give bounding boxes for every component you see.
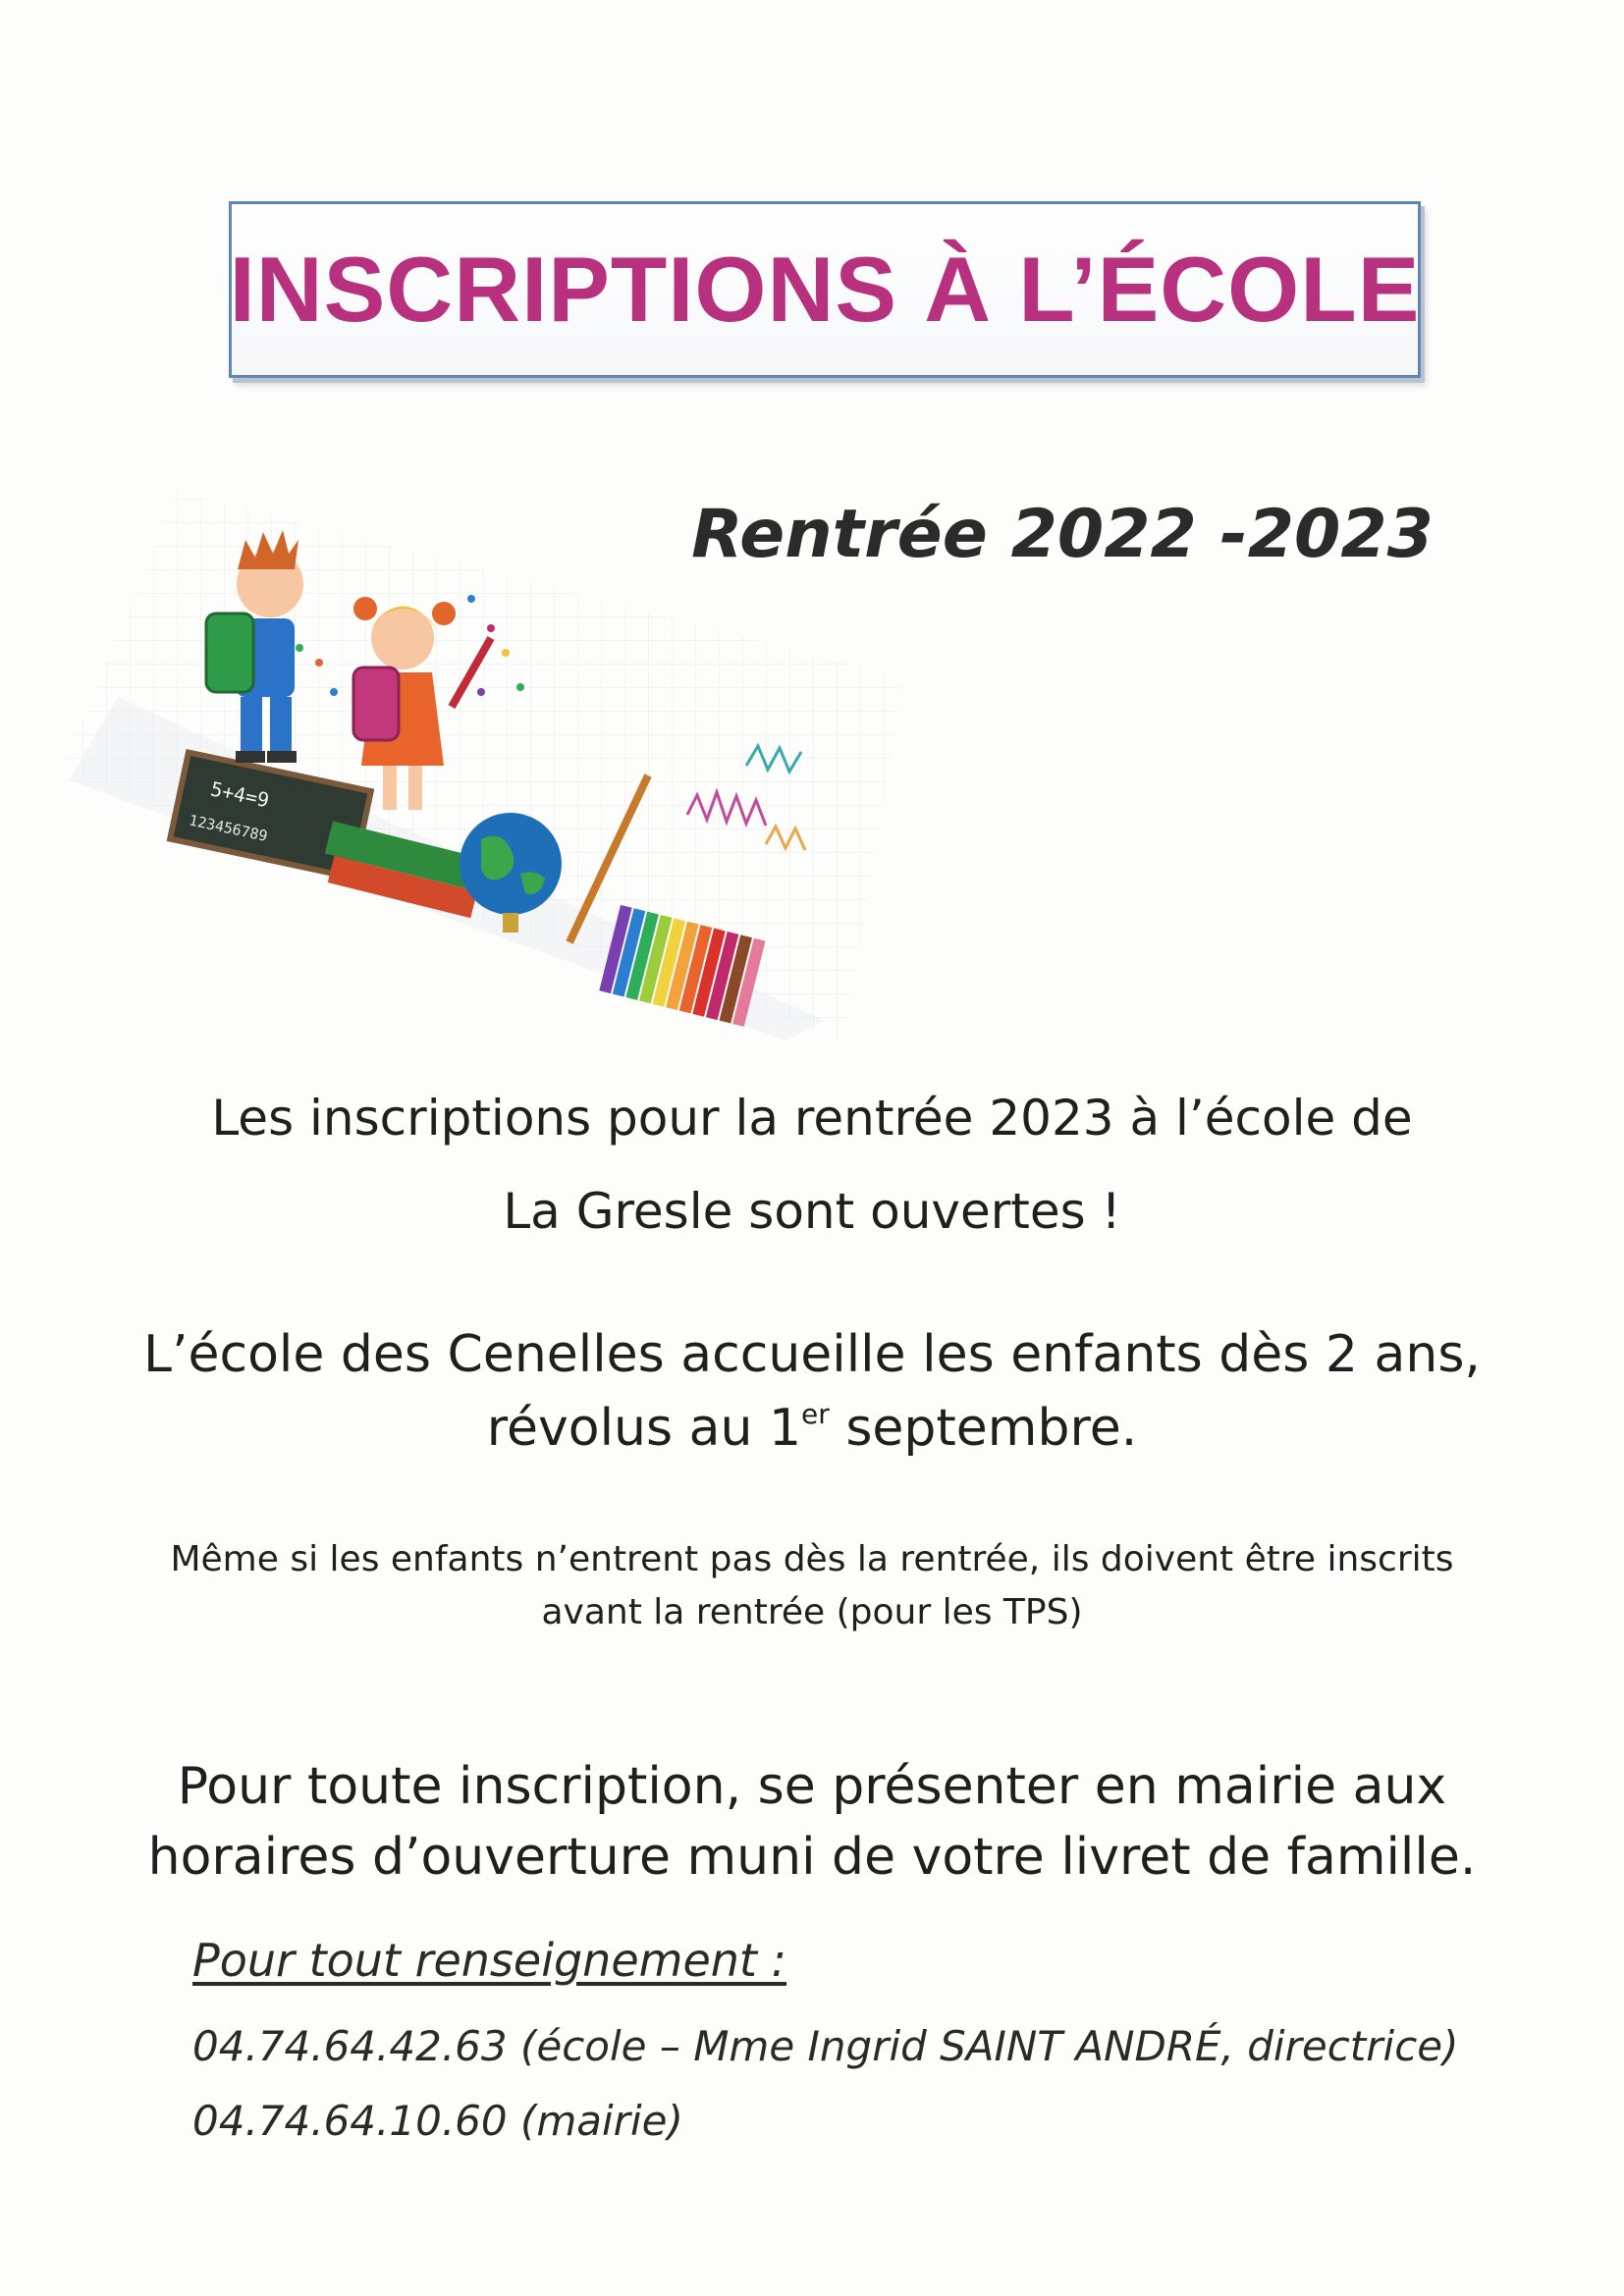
ordinal-superscript: er: [801, 1398, 830, 1430]
contact-town-hall-phone: 04.74.64.10.60 (mairie): [192, 2097, 683, 2145]
body-line-3: L’école des Cenelles accueille les enfants dès 2 ans,: [143, 1325, 1481, 1384]
body-line-4-end: septembre.: [829, 1399, 1138, 1458]
chalkboard-sum: 5+4=9: [208, 776, 272, 813]
body-line-2: La Gresle sont ouvertes !: [503, 1183, 1121, 1240]
page-title: INSCRIPTIONS À L’ÉCOLE: [229, 238, 1421, 341]
body-line-4: [118, 1399, 1506, 1458]
school-year-subtitle: Rentrée 2022 -2023: [691, 496, 1434, 573]
school-illustration: [59, 452, 903, 1041]
title-banner: [229, 201, 1421, 378]
body-line-5: Même si les enfants n’entrent pas dès la rentrée, ils doivent être inscrits: [170, 1539, 1454, 1579]
body-line-6: avant la rentrée (pour les TPS): [541, 1592, 1083, 1632]
body-line-7: Pour toute inscription, se présenter en mairie aux: [177, 1757, 1447, 1816]
contact-heading: Pour tout renseignement :: [192, 1934, 787, 1987]
contact-school-phone: 04.74.64.42.63 (école – Mme Ingrid SAINT ANDRÉ, directrice): [192, 2022, 1459, 2070]
chalkboard-digits: 123456789: [187, 811, 270, 845]
body-line-1: Les inscriptions pour la rentrée 2023 à l’école de: [211, 1090, 1413, 1147]
body-line-4-start: révolus au 1: [486, 1399, 802, 1458]
body-line-8: horaires d’ouverture muni de votre livret de famille.: [147, 1828, 1477, 1887]
